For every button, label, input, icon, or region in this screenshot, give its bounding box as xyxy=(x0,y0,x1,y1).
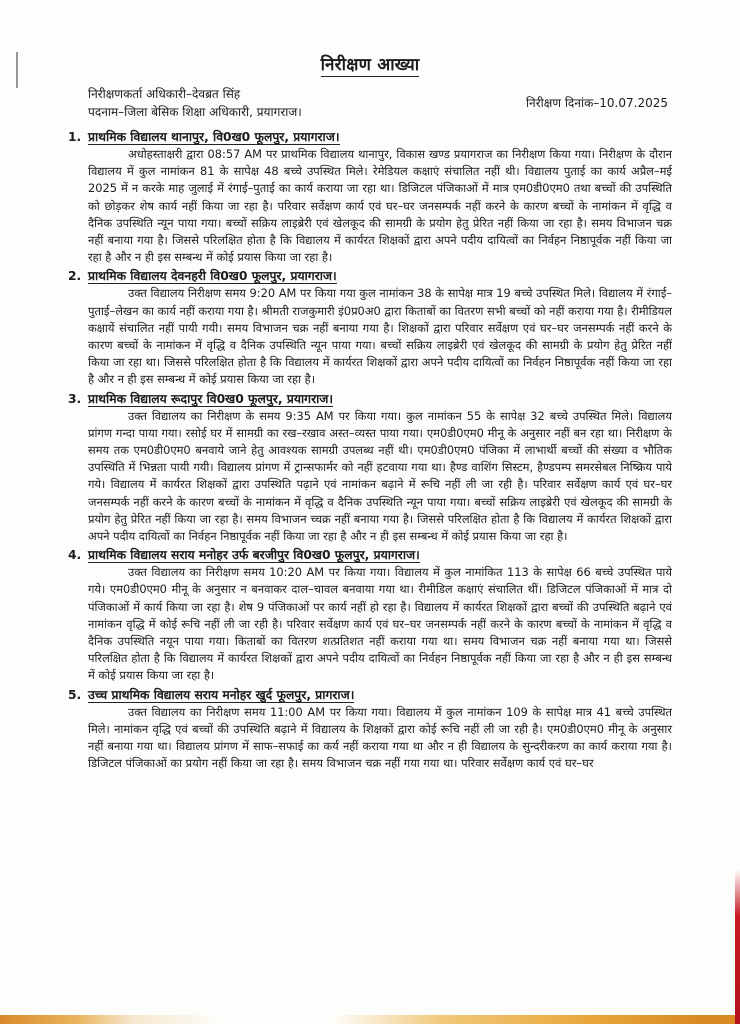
section-title: प्राथमिक विद्यालय सराय मनोहर उर्फ बरजीपुर वि0ख0 फूलपुर, प्रयागराज। xyxy=(88,548,420,563)
scan-edge-right xyxy=(735,870,740,1024)
designation-line: पदनाम–जिला बेसिक शिक्षा अधिकारी, प्रयागराज। xyxy=(88,105,302,119)
section-paragraph: अधोहस्ताक्षरी द्वारा 08:57 AM पर प्राथमिक विद्यालय थानापुर, विकास खण्ड प्रयागराज का निरीक्षण किया गया। निरीक्षण के दौरान विद्यालय में कुल नामांकन 81 के सापेक्ष 48 बच्चे उपस्थित मिले। रेमेडियल कक्षाएं संचालित नहीं थी। विद्यालय पुताई का कार्य अप्रैल–मई 2025 में न करके माह जुलाई में रंगाई–पुताई का कार्य कराया जा रहा था। डिजिटल पंजिकाओं में मात्र एम0डी0एम0 तथा बच्चों की उपस्थिति को छोड़कर शेष कार्य नहीं किया जा रहा है। परिवार सर्वेक्षण कार्य एवं घर–घर जनसम्पर्क नहीं करने के कारण बच्चों के नामांकन में वृद्धि व दैनिक उपस्थिति न्यून पाया गया। बच्चों सक्रिय लाइब्रेरी एवं खेलकूद की सामग्री के प्रयोग हेतु प्रेरित नहीं किया जा रहा है। समय विभाजन चक्र नहीं बनाया गया है। जिससे परिलक्षित होता है कि विद्यालय में कार्यरत शिक्षकों द्वारा अपने पदीय दायित्वों का निर्वहन निष्ठापूर्वक नहीं किया जा रहा है और न ही इस सम्बन्ध में कोई प्रयास किया जा रहा है। xyxy=(88,147,672,265)
report-body xyxy=(68,128,672,774)
section-heading xyxy=(68,686,672,704)
section-heading xyxy=(68,390,672,408)
section-number: 2. xyxy=(68,269,82,284)
section-1 xyxy=(68,128,672,266)
section-paragraph: उक्त विद्यालय का निरीक्षण समय 10:20 AM पर किया गया। विद्यालय में कुल नामांकित 113 के सापेक्ष 66 बच्चे उपस्थित पाये गये। एम0डी0एम0 मीनू के अनुसार न बनवाकर दाल–चावल बनवाया गया था। रीमीडिल कक्षाएं संचालित थीं। डिजिटल पंजिकाओं में मात्र दो पंजिकाओं में कार्य किया जा रहा है। शेष 9 पंजिकाओं पर कार्य नहीं हो रहा है। विद्यालय में कार्यरत शिक्षकों द्वारा बच्चों की उपस्थिति बढ़ाने एवं नामांकन वृद्धि में कोई रूचि नहीं ली जा रही है। परिवार सर्वेक्षण कार्य एवं घर–घर जनसम्पर्क नहीं करने के कारण बच्चों के नामांकन में वृद्धि व दैनिक उपस्थिति नयून पाया गया। किताबों का वितरण शत्प्रतिशत नहीं कराया गया था। समय विभाजन चक्र नहीं बनाया गया था। जिससे परिलक्षित होता है कि विद्यालय में कार्यरत शिक्षकों द्वारा अपने पदीय दायित्वों का निर्वहन निष्ठापूर्वक नहीं किया जा रहा है और न ही इस सम्बन्ध में कोई प्रयास किया जा रहा है। xyxy=(88,565,672,683)
title-block xyxy=(0,52,740,77)
section-number: 1. xyxy=(68,130,82,144)
section-title: उच्च प्राथमिक विद्यालय सराय मनोहर खुर्द फूलपुर, प्रागराज। xyxy=(88,687,355,702)
section-5 xyxy=(68,686,672,773)
section-paragraph: उक्त विद्यालय का निरीक्षण समय 11:00 AM पर किया गया। विद्यालय में कुल नामांकन 109 के सापेक्ष मात्र 41 बच्चे उपस्थित मिले। नामांकन वृद्धि एवं बच्चों की उपस्थिति बढ़ाने में विद्यालय के शिक्षकों द्वारा कोई रूचि नहीं ली जा रही है। एम0डी0एम0 मीनू के अनुसार नहीं बनाया गया था। विद्यालय प्रांगण में साफ–सफाई का कर्य नहीं कराया गया था और न ही विद्यालय के सुन्दरीकरण का कार्य कराया गया है। डिजिटल पंजिकाओं का प्रयोग नहीं किया जा रहा है। समय विभाजन चक्र नहीं गया गया था। परिवार सर्वेक्षण कार्य एवं घर–घर xyxy=(88,704,672,771)
section-3 xyxy=(68,390,672,546)
inspector-line: निरीक्षणकर्ता अधिकारी–देवब्रत सिंह xyxy=(88,87,241,101)
section-paragraph: उक्त विद्यालय का निरीक्षण के समय 9:35 AM पर किया गया। कुल नामांकन 55 के सापेक्ष 32 बच्चे उपस्थित मिले। विद्यालय प्रांगण गन्दा पाया गया। रसोई घर में सामग्री का रख–रखाव अस्त–व्यस्त पाया गया। एम0डी0एम0 मीनू के अनुसार नहीं बन रहा था। निरीक्षण के समय तक एम0डी0एम0 बनवाये जाने हेतु आवश्यक सामग्री उपलब्ध नहीं थी। एम0डी0एम0 पंजिका में लाभार्थी बच्चों की संख्या व भौतिक उपस्थिति में भिन्नता पायी गयी। विद्यालय प्रांगण में ट्रान्सफार्मर को नहीं हटवाया गया था। हैण्ड वाशिंग सिस्टम, हैण्डपम्प समरसेबल निष्क्रिय पाये गये। विद्यालय में कार्यरत शिक्षकों द्वारा उपस्थिति पढ़ाने एवं नामांकन बढ़ाने में रूचि नहीं ली जा रही है। परिवार सर्वेक्षण कार्य एवं घर–घर जनसम्पर्क नहीं करने के कारण बच्चों के नामांकन में वृद्धि व दैनिक उपस्थिति न्यून पाया गया। बच्चों सक्रिय लाइब्रेरी एवं खेलकूद की सामग्री के प्रयोग हेतु प्रेरित नहीं किया जा रहा है। समय विभाजन च्चक्र नहीं बनाया गया है। जिससे परिलक्षित होता है कि विद्यालय में कार्यरत शिक्षकों द्वारा अपने पदीय दायित्वों का निर्वहन निष्ठापूर्वक नहीं किया जा रहा है और न ही इस सम्बन्ध में कोई प्रयास किया जा रहा है। xyxy=(88,408,672,544)
section-title: प्राथमिक विद्यालय रूदापुर वि0ख0 फूलपुर, प्रयागराज। xyxy=(88,391,334,406)
section-paragraph: उक्त विद्यालय निरीक्षण समय 9:20 AM पर किया गया कुल नामांकन 38 के सापेक्ष मात्र 19 बच्चे उपस्थित मिले। विद्यालय में रंगाई–पुताई–लेखन का कार्य नहीं कराया गया है। श्रीमती राजकुमारी इं0प्र0अ0 द्वारा किताबों का वितरण सभी बच्चों को नहीं कराया गया है। रीमीडियल कक्षायें संचालित नहीं पायी गयी। समय विभाजन चक्र नहीं बनाया गया है। शिक्षकों द्वारा परिवार सर्वेक्षण एवं घर–घर जनसम्पर्क नहीं करने के कारण बच्चों के नामांकन में वृद्धि व दैनिक उपस्थिति न्यून पाया गया। बच्चों सक्रिय लाइब्रेरी एवं खेलकूद की सामग्री के प्रयोग हेतु प्रेरित नहीं किया जा रहा था। जिससे परिलक्षित होता है कि विद्यालय में कार्यरत शिक्षकों द्वारा अपने पदीय दायित्वों का निर्वहन निष्ठापूर्वक नहीं किया जा रहा है और न ही इस सम्बन्ध में कोई प्रयास किया जा रहा है। xyxy=(88,286,672,387)
section-heading xyxy=(68,267,672,285)
inspection-date: निरीक्षण दिनांक–10.07.2025 xyxy=(525,96,668,110)
section-2 xyxy=(68,267,672,388)
section-heading xyxy=(68,128,672,146)
section-title: प्राथमिक विद्यालय थानापुर, वि0ख0 फूलपुर, प्रयागराज। xyxy=(88,130,340,144)
section-title: प्राथमिक विद्यालय देवनहरी वि0ख0 फूलपुर, प्रयागराज। xyxy=(88,269,337,284)
section-number: 4. xyxy=(68,548,82,563)
section-number: 3. xyxy=(68,391,82,406)
scan-edge-bottom xyxy=(0,1015,740,1024)
section-number: 5. xyxy=(68,687,82,702)
section-4 xyxy=(68,546,672,684)
document-title: निरीक्षण आख्या xyxy=(321,52,420,77)
document-meta xyxy=(88,85,668,121)
section-heading xyxy=(68,546,672,564)
